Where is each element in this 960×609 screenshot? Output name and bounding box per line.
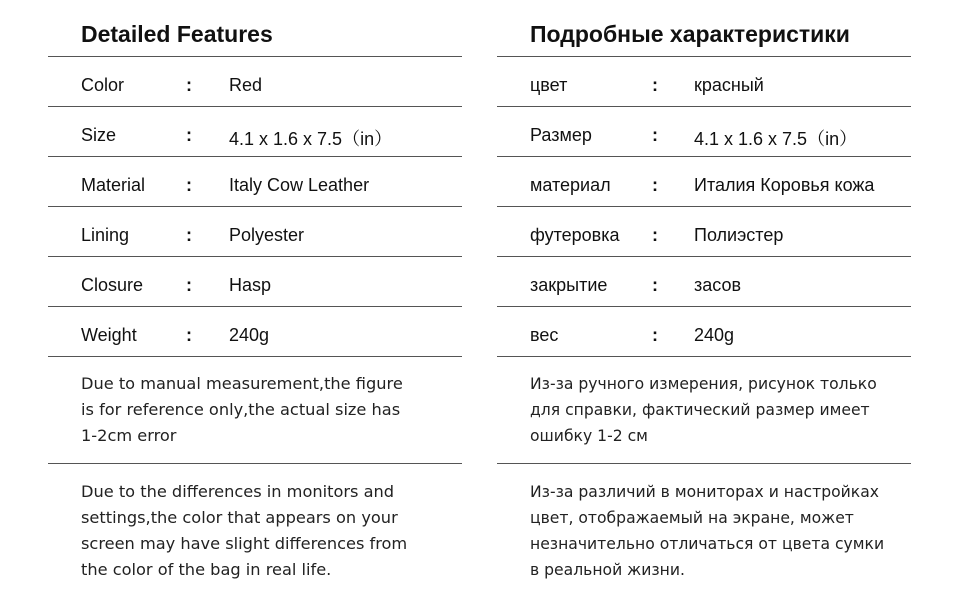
english-title: Detailed Features [48,0,462,57]
spec-label: Closure [81,275,144,295]
note-line: Due to the differences in monitors and [81,482,395,501]
spec-colon: : [652,125,658,145]
spec-colon: : [186,175,192,195]
spec-label: Color [81,75,125,95]
spec-row-color [48,57,462,107]
spec-value: Италия Коровья кожа [694,175,875,195]
spec-value: 240g [229,325,270,345]
note-line: settings,the color that appears on your [81,508,398,527]
note-line: цвет, отображаемый на экране, может [530,509,854,527]
note-line: в реальной жизни. [530,561,685,579]
spec-row-closure [497,257,911,307]
spec-colon: : [652,325,658,345]
measurement-note [497,357,911,464]
spec-row-size [48,107,462,157]
spec-row-size [497,107,911,157]
spec-value: 4.1 x 1.6 x 7.5（in） [229,129,393,149]
note-line: 1-2cm error [81,426,177,445]
spec-row-color [497,57,911,107]
russian-title: Подробные характеристики [497,0,911,57]
spec-label: материал [530,175,611,195]
note-line: для справки, фактический размер имеет [530,401,870,419]
note-line: Due to manual measurement,the figure [81,374,403,393]
spec-label: Lining [81,225,130,245]
spec-row-lining [48,207,462,257]
spec-colon: : [186,125,192,145]
spec-colon: : [652,275,658,295]
color-note [48,464,462,583]
note-line: Из-за различий в мониторах и настройках [530,483,879,501]
note-line: ошибку 1-2 см [530,427,648,445]
spec-label: футеровка [530,225,620,245]
spec-colon: : [186,225,192,245]
note-line: незначительно отличаться от цвета сумки [530,535,885,553]
spec-label: Размер [530,125,592,145]
spec-row-material [497,157,911,207]
spec-colon: : [652,225,658,245]
note-line: is for reference only,the actual size has [81,400,401,419]
spec-colon: : [186,325,192,345]
note-line: the color of the bag in real life. [81,560,332,579]
spec-row-closure [48,257,462,307]
spec-colon: : [652,175,658,195]
note-line: Из-за ручного измерения, рисунок только [530,375,877,393]
russian-features-panel [497,0,911,583]
spec-label: цвет [530,75,568,95]
spec-row-lining [497,207,911,257]
spec-value: Polyester [229,225,305,245]
spec-value: Полиэстер [694,225,784,245]
note-line: screen may have slight differences from [81,534,408,553]
spec-value: 4.1 x 1.6 x 7.5（in） [694,129,858,149]
spec-value: красный [694,75,764,95]
spec-label: Weight [81,325,137,345]
spec-row-weight [497,307,911,357]
spec-label: Size [81,125,117,145]
spec-colon: : [186,275,192,295]
spec-label: Material [81,175,146,195]
spec-value: Red [229,75,263,95]
spec-row-material [48,157,462,207]
spec-colon: : [652,75,658,95]
spec-colon: : [186,75,192,95]
color-note [497,464,911,583]
english-features-panel [48,0,462,583]
spec-label: вес [530,325,559,345]
spec-row-weight [48,307,462,357]
spec-value: Hasp [229,275,272,295]
measurement-note [48,357,462,464]
spec-value: Italy Cow Leather [229,175,370,195]
spec-value: 240g [694,325,735,345]
spec-label: закрытие [530,275,608,295]
spec-value: засов [694,275,742,295]
